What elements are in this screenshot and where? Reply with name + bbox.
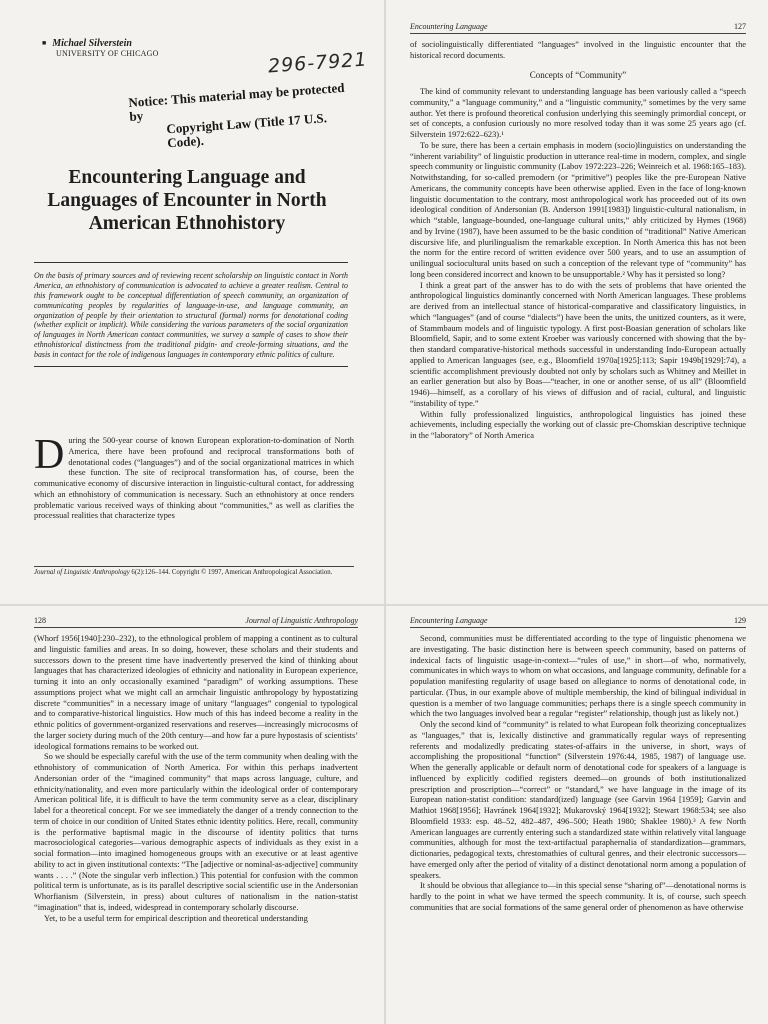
paragraph: (Whorf 1956[1940]:230–232), to the ethnological problem of mapping a continent as to cultural and linguistic families and areas. In so doing, however, these scholars and their students and successors down to the present time have inadvertently preserved the kind of thinking about languages that has characterized ideologies of ethnicity and nationality in European experience, turning it into an only occasionally examined “paradigm” of working assumptions. These assumptions project what we might call an armchair linguistic anthropology by hypostatizing discrete “communities” in a necessary image of unitary “languages” congenial to typological and to comparative-historical linguistics. How much of this has indeed become a reality in the ethnic politics of government-organized reservations and reserves—increasingly microcosms of the larger society during much of the 20th century—and how far a pure hypostasis of scientists’ ideological formations remains to be worked out. — [34, 634, 358, 751]
paragraph: Within fully professionalized linguistics, anthropological linguistics has joined these achievements, including especially the working out of classic pre-Chomskian descriptive technique in the “laboratory” of North America — [410, 409, 746, 441]
paragraph: Only the second kind of “community” is related to what European folk theorizing conceptualizes as “languages,” that is, lexically distinctive and grammatically regular ways of representing referents and modalizedly predicating states-of-affairs in the universe, in short, ways of accomplishing the propositional “function” (Silverstein 1976:44, 1985, 1987) of language use. When the generally applicable or default norm of denotational code for speakers of a language is influenced by explicitly codified registers deemed—on grounds of both institutionalized prescription and proscription—“correct” or “standard,” we have language in the image of its European nation-statist condition: standard(ized) language (see Garvin 1964 [1959]; Garvin and Mathiot 1968[1956]; Havránek 1964[1932]; Mukarovský 1964[1932]; Stewart 1968:534; see also Bloomfield 1933: esp. 48–52, 482–487, 496–500; Heath 1980; Shaklee 1980).³ A few North American languages are currently entering such a standardized state within relatively vital language communities, although for most the text-artifactual paraphernalia of standardization—grammars, dictionaries, pedagogical texts, chrestomathies of cultural genres, and their electronic successors—have emerged only after the period of vitality of a distinct denotational norm among a population of speakers. — [410, 720, 746, 880]
copyright-notice-stamp — [128, 80, 363, 153]
running-head — [410, 22, 746, 34]
page-127 — [386, 0, 768, 604]
author-affiliation: UNIVERSITY OF CHICAGO — [56, 49, 159, 58]
drop-cap: D — [34, 432, 65, 478]
journal-footnote — [34, 566, 354, 577]
running-head-title: Encountering Language — [410, 616, 488, 625]
handwritten-number: 296-7921 — [267, 48, 369, 78]
article-title: Encountering Language and Languages of Encounter in North American Ethnohistory — [47, 167, 327, 234]
paragraph: of sociolinguistically differentiated “languages” involved in the linguistic encounter that the historical record documents. — [410, 40, 746, 60]
paragraph: The kind of community relevant to understanding language has been variously called a “speech community,” a “language community,” and a “linguistic community,” sometimes by the very same author. Yet there is profound theoretical confusion underlying this seemingly primordial concept, or set of concepts, a confusion curiously no more resolved today than it was some 25 years ago (cf. Silverstein 1972:622–623).¹ — [410, 87, 746, 140]
paragraph: Second, communities must be differentiated according to the type of linguistic phenomena we are investigating. The basic distinction here is between speech community, based on patterns of indexical facts of linguistic usage-in-context—“rules of use,” in short—of who, normatively, communicates in which ways to whom on what occasions, and language community, definable for a population manifesting regularity of usage based on allegiance to norms of denotational code, in particular. (Thus, in our example above of multiple membership, the kind of bilingual individual in question is a member of two language communities; perhaps there is a single speech community in which the two languages involved bear a regular “register” relationship, though just as likely not.) — [410, 634, 746, 719]
abstract: On the basis of primary sources and of reviewing recent scholarship on linguistic contact in North America, an ethnohistory of communication is advocated to achieve a greater realism. Central to this framework ought to be conceptual differentiation of speech community, an organization of communicating peoples by regularities of language-in-use, and language community, an organization of people by their orientation to structural (formal) norms for denotational coding (whether explicit or implicit). While considering the various parameters of the social organization of languages in North American contact communities, we survey a sample of cases to show their ethnohistorical distinctness from the traditional pidgin- and creole-forming situations, and the basis in contact for the role of indigenous languages in contemporary ethnic politics of culture. — [34, 262, 348, 367]
footnote-journal: Journal of Linguistic Anthropology — [34, 569, 130, 576]
page-number: 128 — [34, 616, 46, 625]
opening-text: uring the 500-year course of known European exploration-to-domination of North America, there have been profound and reciprocal transformations both of denotational codes (“languages”) and of the social organizational matrices in which these function. The site of reciprocal transformation has, of course, been the communicative economy of discursive interaction in linguistic-cultural contact, for addressing which an ethnohistory of communication is necessary. Such an ethnohistory at once renders problematic various received ways of thinking about “communities,” as well as clarifies the processual realities that characterize types — [34, 436, 354, 521]
paragraph: I think a great part of the answer has to do with the sets of problems that have oriented the anthropological linguistics dominantly concerned with North American languages. These problems are derived from an intellectual stance of historical-comparative and classificatory linguistics, in which “languages” (and of course “dialects”) have been the units, the unitized counters, as it were, of Stammbaum models and of linguistic typology. A first post-Boasian generation of scholars like Bloomfield, Sapir, and to some extent Kroeber was variously concerned with showing that the by-then standard comparative-historical methods successful in understanding Indo-European actually applied to American languages (see, e.g., Bloomfield 1970a[1925]:113; Sapir 1949b[1929]:74), a scientific accomplishment previously doubted not only by scholars such as Whitney and Meillet in an earlier generation but also by Boas—“teacher, in one or another sense, of us all” (Bloomfield 1946)—himself, as a corollary of his views of diffusion and of racial, cultural, and linguistic “instability of type.” — [410, 280, 746, 408]
running-head-title: Encountering Language — [410, 22, 488, 31]
page-number: 127 — [734, 22, 746, 31]
running-head-title: Journal of Linguistic Anthropology — [245, 616, 358, 625]
opening-paragraph — [34, 432, 354, 522]
page-128 — [0, 606, 384, 1024]
page-body — [410, 634, 746, 914]
paragraph: To be sure, there has been a certain emphasis in modern (socio)linguistics on understanding the “inherent variability” of linguistic production in utterance real-time in modern, complex, and single speech community or linguistic community (Labov 1972:223–226; Weinreich et al. 1968:165–183). Notwithstanding, for so-called premodern (or “primitive”) peoples like the pre-European Native Americans, the community concepts have been otherwise applied. Even in the face of long-known linguistic documentation to the contrary, most anthropological work has proceeded out of its own ideological condition of Andersonian (B. Anderson 1991[1983]) linguistic-cultural nationalism, in which “stable, language-bounded, one-language cultural units,” ably criticized by Hymes (1968) and by Irvine (1987), have been assumed to be the basic condition of “traditional” Native American discursive life, and plurilingualism the remarkable exception. In North America this has not been the norm for the entire record of written evidence over 500 years, and to use an assumption of unilingual sociocultural units based on such a conception of the relevant type of “community” has long been considered incorrect and known to be unsupportable.² Why has it persisted so long? — [410, 140, 746, 279]
notice-line-1: Notice: This material may be protected by — [127, 79, 345, 125]
section-heading: Concepts of “Community” — [529, 69, 627, 80]
author-name: ■ Michael Silverstein — [42, 38, 354, 49]
paragraph: So we should be especially careful with the use of the term community when dealing with the ethnohistory of communication of North America. For within this perhaps inadvertent Andersonian order of the “imagined community” that maps across language, culture, and ethnicity/nationality, and even more particularly within the ideological order of contemporary American political life, it is difficult to have the term community serve as a clear, disciplinary label for a theoretical concept. For we see immediately the danger of a trendy connection to the term of choice in our condition of United States ethnic identity politics. Here, recall, community is the performative baptismal magic in the discourse of identity politics that turns macrosociological categories—various demographic aspects of individuals as they exist in a social formation—into imagined homogeneous groups with an executive or at least agentive ability to act in given institutional contexts: “The [adjective or nominal-as-adjective] community wants . . . .” (Note the singular verb inflection.) This potential for confusion with the common political term is unfortunate, as is its parallel descriptive social scientific use in the Andersonian Whorfianism (Silverstein, in press) about cultures of nationalism in the nation-statist “imagination” that is, indeed, widespread in contemporary scholarly discourse. — [34, 752, 358, 912]
page-number: 129 — [734, 616, 746, 625]
page-126 — [0, 0, 384, 604]
paragraph: Yet, to be a useful term for empirical description and theoretical understanding — [44, 913, 308, 923]
footnote-citation: 6(2):126–144. Copyright © 1997, American Anthropological Association. — [129, 569, 333, 576]
page-129 — [386, 606, 768, 1024]
page-body — [34, 634, 358, 924]
paragraph: It should be obvious that allegiance to—in this special sense “sharing of”—denotational norms is hardly to the point in what we have termed the speech community. It is, of course, such speech communities that are social formations of the same general order of phenomenon as have otherwise — [410, 881, 746, 912]
running-head — [34, 616, 358, 628]
running-head — [410, 616, 746, 628]
page-body — [410, 40, 746, 442]
notice-line-2: Copyright Law (Title 17 U.S. Code). — [165, 109, 328, 151]
